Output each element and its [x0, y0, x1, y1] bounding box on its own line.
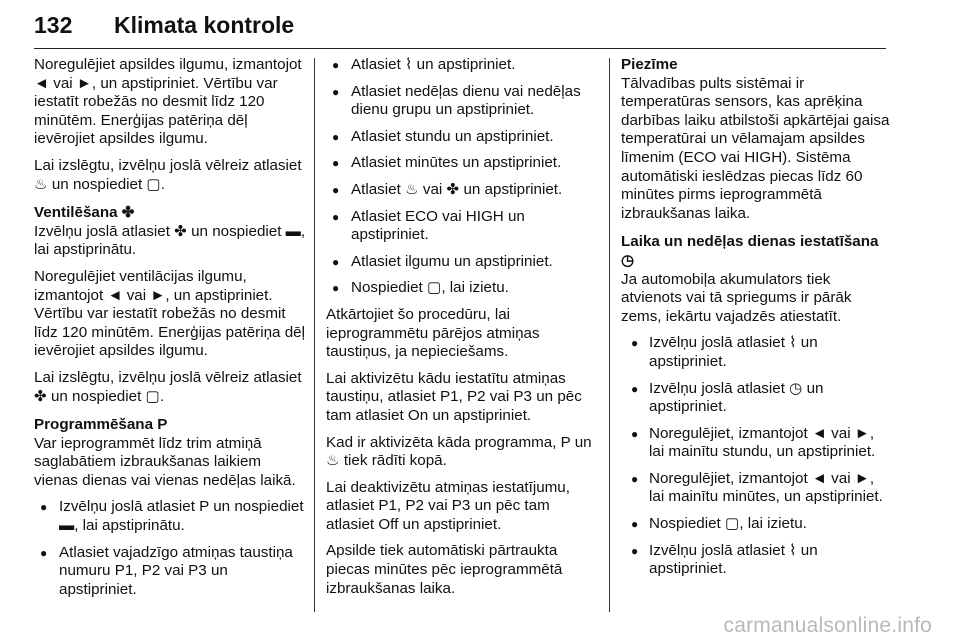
list-item: ● Atlasiet ECO vai HIGH un apstipriniet.: [326, 208, 600, 245]
column-1: [34, 56, 308, 607]
list-item: ● Izvēlņu joslā atlasiet ◷ un apstipriniet.: [621, 380, 891, 417]
page-title: Klimata kontrole: [114, 12, 295, 38]
section-heading-programming: Programmēšana P: [34, 416, 168, 434]
note-body: Tālvadības pults sistēmai ir temperatūras sensors, kas aprēķina darbības laiku atbilstoši apkārtējai gaisa temperatūrai un vēlamajam apsildes līmenim (ECO vai HIGH). Sistēma automātiski ieslēdzas piecas līdz 60 minūtes pirms ieprogrammētā izbraukšanas laika.: [621, 74, 890, 222]
paragraph: Noregulējiet apsildes ilgumu, izmantojot ◄ vai ►, un apstipriniet. Vērtību var iestatīt robežās no desmit līdz 120 minūtēm. Enerģijas patēriņa dēļ ievērojiet apsildes ilgumu.: [34, 56, 302, 148]
list-item: ● Noregulējiet, izmantojot ◄ vai ►, lai mainītu minūtes, un apstipriniet.: [621, 470, 891, 507]
list-item: ● Izvēlņu joslā atlasiet ⌇ un apstipriniet.: [621, 542, 891, 579]
list-item: ● Noregulējiet, izmantojot ◄ vai ►, lai mainītu stundu, un apstipriniet.: [621, 425, 891, 462]
paragraph: Lai izslēgtu, izvēlņu joslā vēlreiz atlasiet ✤ un nospiediet ▢.: [34, 368, 302, 405]
paragraph: Kad ir aktivizēta kāda programma, P un ♨ tiek rādīti kopā.: [326, 433, 592, 470]
column-3: [621, 56, 891, 587]
paragraph: Noregulējiet ventilācijas ilgumu, izmantojot ◄ vai ►, un apstipriniet. Vērtību var iestatīt robežās no desmit līdz 120 minūtēm. Enerģijas patēriņa dēļ ievērojiet apsildes ilgumu.: [34, 267, 305, 360]
column-divider: [314, 58, 315, 612]
list-item: ● Atlasiet stundu un apstipriniet.: [326, 128, 600, 147]
bullet-list: [621, 334, 891, 579]
bullet-list: [326, 56, 600, 298]
section-heading-time-setting: Laika un nedēļas dienas iestatīšana ◷: [621, 233, 879, 269]
paragraph: Izvēlņu joslā atlasiet ✤ un nospiediet ▬, lai apstiprinātu.: [34, 222, 306, 259]
note-box: [621, 56, 891, 223]
bullet-list: [34, 498, 308, 599]
paragraph: Lai izslēgtu, izvēlņu joslā vēlreiz atlasiet ♨ un nospiediet ▢.: [34, 156, 302, 193]
column-divider: [609, 58, 610, 612]
list-item: ● Atlasiet ⌇ un apstipriniet.: [326, 56, 600, 75]
list-item: ● Atlasiet vajadzīgo atmiņas taustiņa numuru P1, P2 vai P3 un apstipriniet.: [34, 544, 308, 600]
paragraph: Ja automobiļa akumulators tiek atvienots vai tā spriegums ir pārāk zems, iekārtu vajadzēs atiestatīt.: [621, 270, 852, 325]
page-number: 132: [34, 12, 73, 38]
watermark: carmanualsonline.info: [723, 614, 932, 637]
list-item: ● Izvēlņu joslā atlasiet P un nospiediet ▬, lai apstiprinātu.: [34, 498, 308, 535]
paragraph: Apsilde tiek automātiski pārtraukta piecas minūtes pēc ieprogrammētā izbraukšanas laika.: [326, 542, 563, 597]
note-title: Piezīme: [621, 56, 678, 73]
list-item: ● Atlasiet minūtes un apstipriniet.: [326, 154, 600, 173]
list-item: ● Nospiediet ▢, lai izietu.: [621, 515, 891, 534]
list-item: ● Nospiediet ▢, lai izietu.: [326, 279, 600, 298]
list-item: ● Izvēlņu joslā atlasiet ⌇ un apstipriniet.: [621, 334, 891, 371]
paragraph: Lai aktivizētu kādu iestatītu atmiņas taustiņu, atlasiet P1, P2 vai P3 un pēc tam atlasiet On un apstipriniet.: [326, 369, 582, 424]
list-item: ● Atlasiet ilgumu un apstipriniet.: [326, 253, 600, 272]
paragraph: Var ieprogrammēt līdz trim atmiņā saglabātiem izbraukšanas laikiem vienas dienas vai vienas nedēļas laikā.: [34, 434, 296, 489]
paragraph: Lai deaktivizētu atmiņas iestatījumu, atlasiet P1, P2 vai P3 un pēc tam atlasiet Off un apstipriniet.: [326, 478, 570, 533]
list-item: ● Atlasiet nedēļas dienu vai nedēļas dienu grupu un apstipriniet.: [326, 83, 600, 120]
list-item: ● Atlasiet ♨ vai ✤ un apstipriniet.: [326, 181, 600, 200]
page-header: [34, 8, 886, 49]
section-heading-ventilation: Ventilēšana ✤: [34, 204, 135, 222]
paragraph: Atkārtojiet šo procedūru, lai ieprogrammētu pārējos atmiņas taustiņus, ja nepieciešams.: [326, 305, 540, 361]
column-2: [326, 56, 600, 606]
